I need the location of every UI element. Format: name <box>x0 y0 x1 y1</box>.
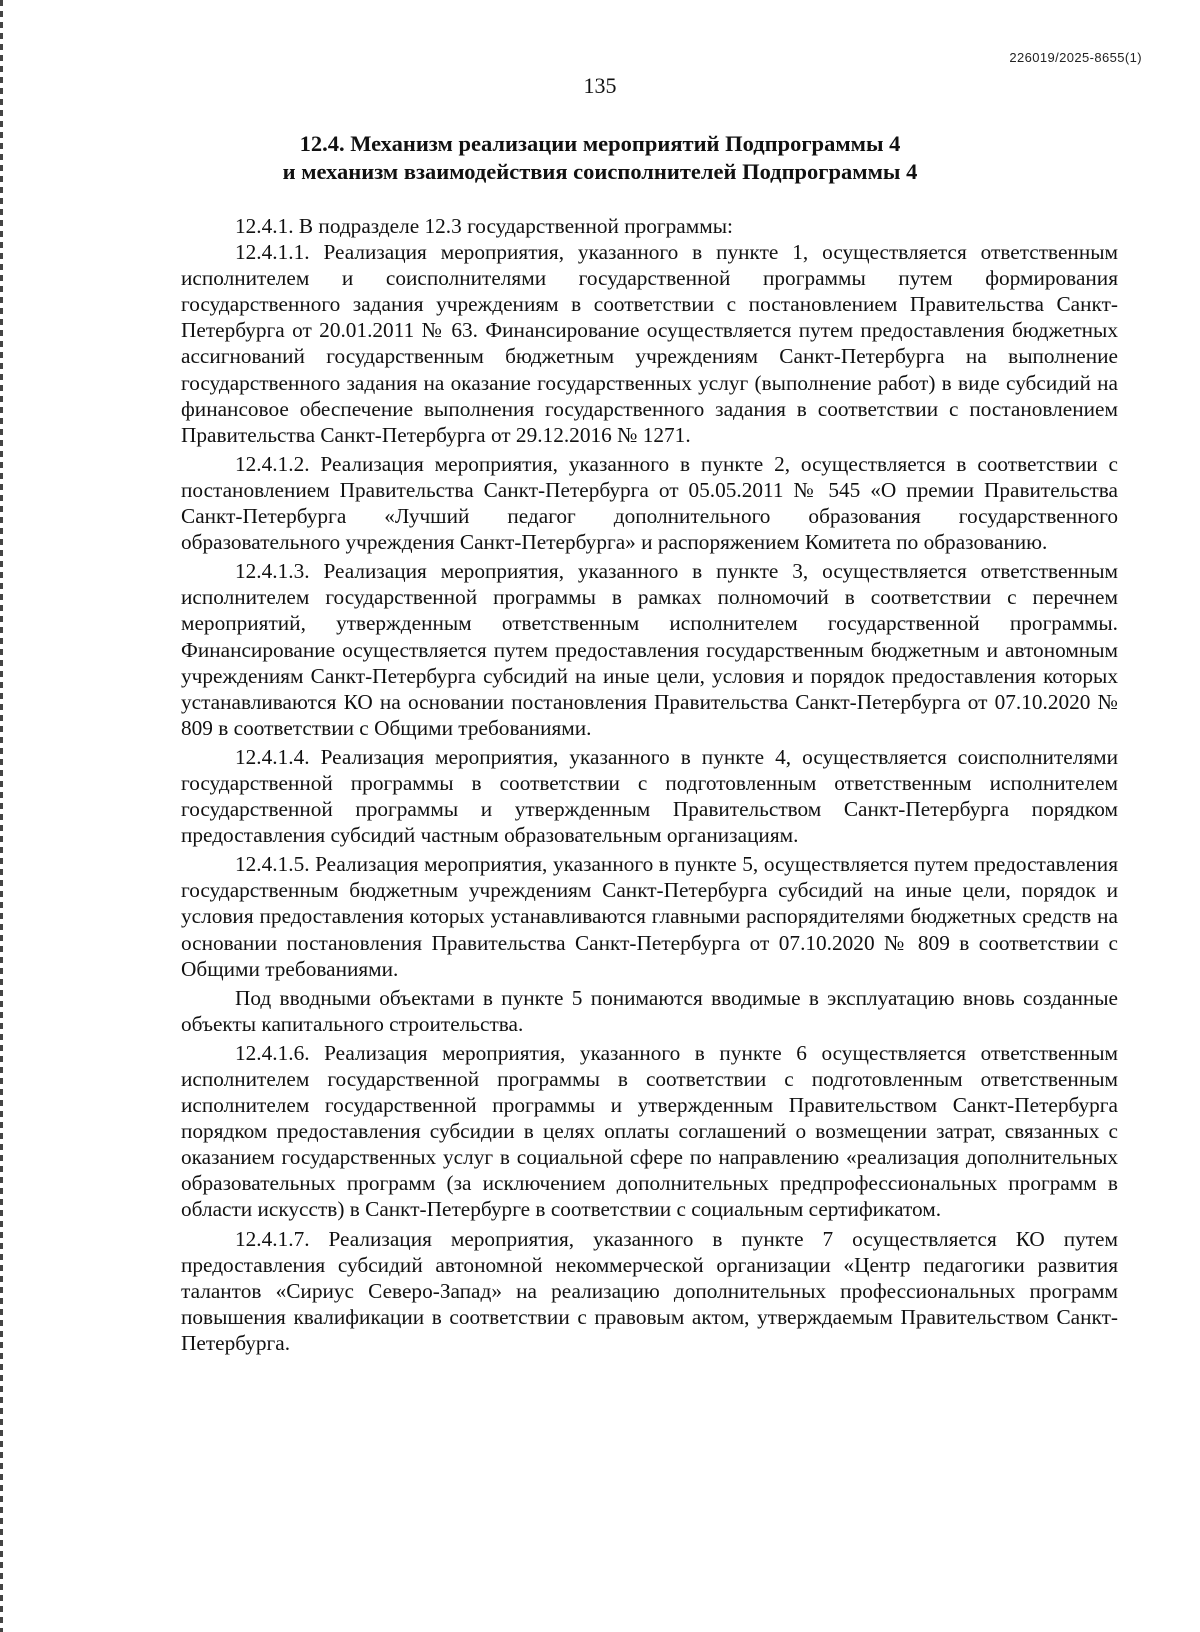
document-body <box>181 213 1118 1356</box>
page-number: 135 <box>583 73 617 98</box>
paragraph-12-4-1-6: 12.4.1.6. Реализация мероприятия, указанного в пункте 6 осуществляется ответственным исполнителем государственной программы в соответствии с подготовленным ответственным исполнителем государственной программы и утвержденным Правительством Санкт-Петербурга порядком предоставления субсидии в целях оплаты соглашений о возмещении затрат, связанных с оказанием государственных услуг в социальной сфере по направлению «реализация дополнительных образовательных программ (за исключением дополнительных предпрофессиональных программ в области искусств) в Санкт-Петербурге в соответствии с социальным сертификатом. <box>181 1040 1118 1222</box>
paragraph-12-4-1: 12.4.1. В подразделе 12.3 государственной программы: <box>235 214 733 238</box>
paragraph-input-objects-note: Под вводными объектами в пункте 5 понимаются вводимые в эксплуатацию вновь созданные объекты капитального строительства. <box>181 985 1118 1036</box>
section-heading <box>0 130 1200 186</box>
section-heading-line-1: 12.4. Механизм реализации мероприятий Подпрограммы 4 <box>299 131 901 156</box>
section-heading-line-2: и механизм взаимодействия соисполнителей Подпрограммы 4 <box>282 159 918 184</box>
paragraph-12-4-1-4: 12.4.1.4. Реализация мероприятия, указанного в пункте 4, осуществляется соисполнителями государственной программы в соответствии с подготовленным ответственным исполнителем государственной программы и утвержденным Правительством Санкт-Петербурга порядком предоставления субсидий частным образовательным организациям. <box>181 744 1118 848</box>
paragraph-12-4-1-3: 12.4.1.3. Реализация мероприятия, указанного в пункте 3, осуществляется ответственным исполнителем государственной программы в рамках полномочий в соответствии с перечнем мероприятий, утвержденным ответственным исполнителем государственной программы. Финансирование осуществляется путем предоставления государственным бюджетным и автономным учреждениям Санкт-Петербурга субсидий на иные цели, условия и порядок предоставления которых устанавливаются КО на основании постановления Правительства Санкт-Петербурга от 07.10.2020 № 809 в соответствии с Общими требованиями. <box>181 559 1118 740</box>
document-registration-number: 226019/2025-8655(1) <box>1009 50 1142 65</box>
paragraph-12-4-1-1: 12.4.1.1. Реализация мероприятия, указанного в пункте 1, осуществляется ответственным исполнителем и соисполнителями государственной программы путем формирования государственного задания учреждениям в соответствии с постановлением Правительства Санкт-Петербурга от 20.01.2011 № 63. Финансирование осуществляется путем предоставления бюджетных ассигнований государственным бюджетным учреждениям Санкт-Петербурга на выполнение государственного задания на оказание государственных услуг (выполнение работ) в виде субсидий на финансовое обеспечение выполнения государственного задания в соответствии с постановлением Правительства Санкт-Петербурга от 29.12.2016 № 1271. <box>181 240 1118 447</box>
paragraph-12-4-1-7: 12.4.1.7. Реализация мероприятия, указанного в пункте 7 осуществляется КО путем предоставления субсидий автономной некоммерческой организации «Центр педагогики развития талантов «Сириус Северо-Запад» на реализацию дополнительных профессиональных программ повышения квалификации в соответствии с правовым актом, утверждаемым Правительством Санкт-Петербурга. <box>181 1226 1118 1355</box>
scan-edge-marks <box>0 0 3 1632</box>
paragraph-12-4-1-5: 12.4.1.5. Реализация мероприятия, указанного в пункте 5, осуществляется путем предоставления государственным бюджетным учреждениям Санкт-Петербурга субсидий на иные цели, порядок и условия предоставления которых устанавливаются главными распорядителями бюджетных средств на основании постановления Правительства Санкт-Петербурга от 07.10.2020 № 809 в соответствии с Общими требованиями. <box>181 852 1118 981</box>
paragraph-12-4-1-2: 12.4.1.2. Реализация мероприятия, указанного в пункте 2, осуществляется в соответствии с постановлением Правительства Санкт-Петербурга от 05.05.2011 № 545 «О премии Правительства Санкт-Петербурга «Лучший педагог дополнительного образования государственного образовательного учреждения Санкт-Петербурга» и распоряжением Комитета по образованию. <box>181 451 1118 555</box>
